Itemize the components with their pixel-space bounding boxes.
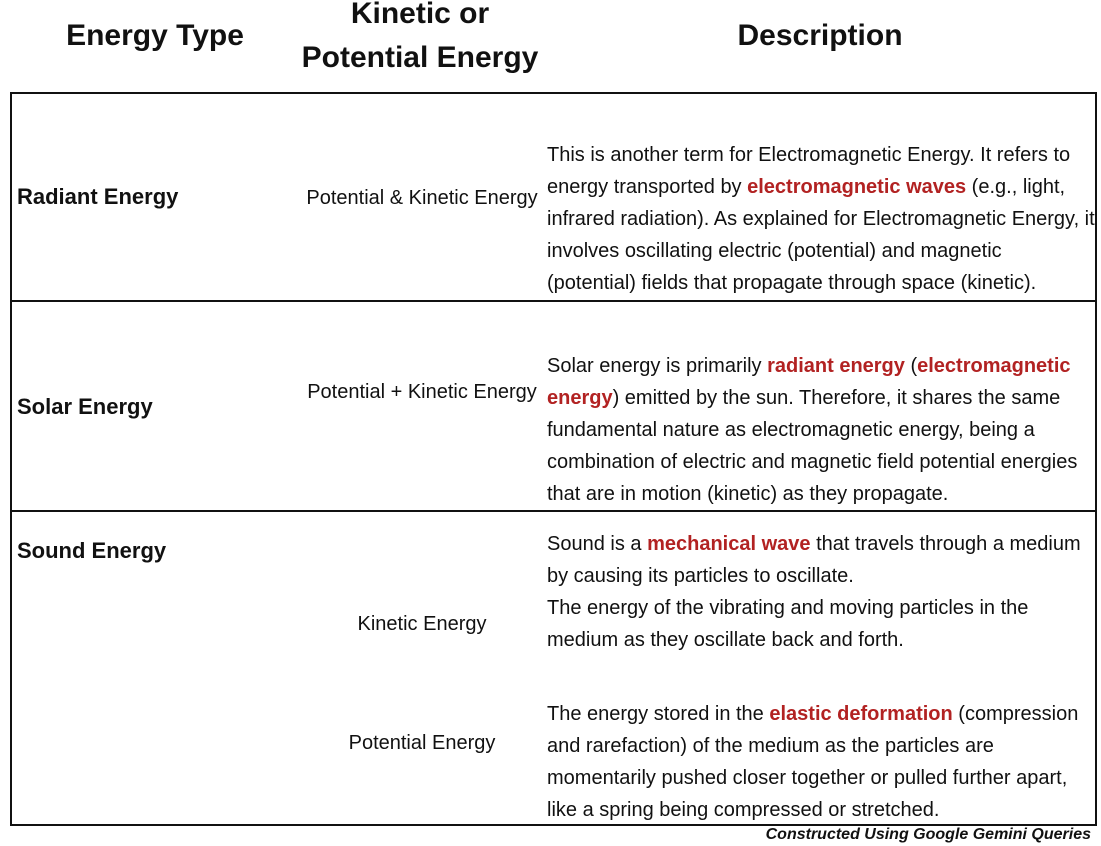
- energy-table: [10, 92, 1097, 826]
- row-separator: [12, 510, 1095, 512]
- solar-energy-kp: Potential + Kinetic Energy: [307, 381, 537, 403]
- solar-energy-description: [547, 350, 1095, 510]
- radiant-desc-part1: This is another term for Electromagnetic Energy. It refers to energy transported by: [547, 144, 1071, 198]
- solar-energy-type: Solar Energy: [17, 394, 153, 419]
- header-description: Description: [737, 19, 903, 52]
- row-separator: [12, 300, 1095, 302]
- sound-potential-kp: Potential Energy: [348, 732, 496, 754]
- solar-desc-part2: (: [904, 355, 918, 377]
- sound-kinetic-description: The energy of the vibrating and moving particles in the medium as they oscillate back and forth.: [547, 597, 1029, 651]
- solar-desc-highlight1: radiant energy: [767, 355, 905, 377]
- sound-energy-intro: [547, 528, 1095, 592]
- header-energy-type: Energy Type: [66, 19, 244, 52]
- solar-desc-part1: Solar energy is primarily: [547, 355, 768, 377]
- solar-desc-highlight2: electromagnetic energy: [547, 355, 1071, 409]
- radiant-desc-highlight: electromagnetic waves: [747, 176, 967, 198]
- sound-energy-type: Sound Energy: [17, 538, 167, 563]
- sound-kinetic-kp: Kinetic Energy: [357, 613, 487, 635]
- sound-pot-highlight: elastic deformation: [769, 703, 953, 725]
- sound-pot-part1: The energy stored in the: [547, 703, 770, 725]
- sound-intro-part1: Sound is a: [547, 533, 648, 555]
- radiant-energy-description: [547, 139, 1095, 299]
- sound-intro-highlight: mechanical wave: [647, 533, 811, 555]
- footer-credit: Constructed Using Google Gemini Queries: [765, 826, 1091, 843]
- radiant-desc-part2: (e.g., light, infrared radiation). As explained for Electromagnetic Energy, it involves oscillating electric (potential) and magnetic (potential) fields that propagate through space (kinetic).: [547, 176, 1095, 294]
- radiant-energy-kp: Potential & Kinetic Energy: [306, 187, 538, 209]
- radiant-energy-type: Radiant Energy: [17, 184, 179, 209]
- solar-desc-part3: ) emitted by the sun. Therefore, it shares the same fundamental nature as electromagnetic energy, being a combination of electric and magnetic field potential energies that are in motion (kinetic) as they propagate.: [547, 387, 1078, 505]
- header-kinetic-line2: Potential Energy: [301, 41, 539, 74]
- header-kinetic-or-potential: [290, 0, 550, 80]
- sound-potential-description: [547, 698, 1095, 826]
- sound-intro-part2: that travels through a medium by causing its particles to oscillate.: [547, 533, 1081, 587]
- sound-pot-part2: (compression and rarefaction) of the medium as the particles are momentarily pushed closer together or pulled further apart, like a spring being compressed or stretched.: [547, 703, 1079, 821]
- header-kinetic-line1: Kinetic or: [350, 0, 490, 30]
